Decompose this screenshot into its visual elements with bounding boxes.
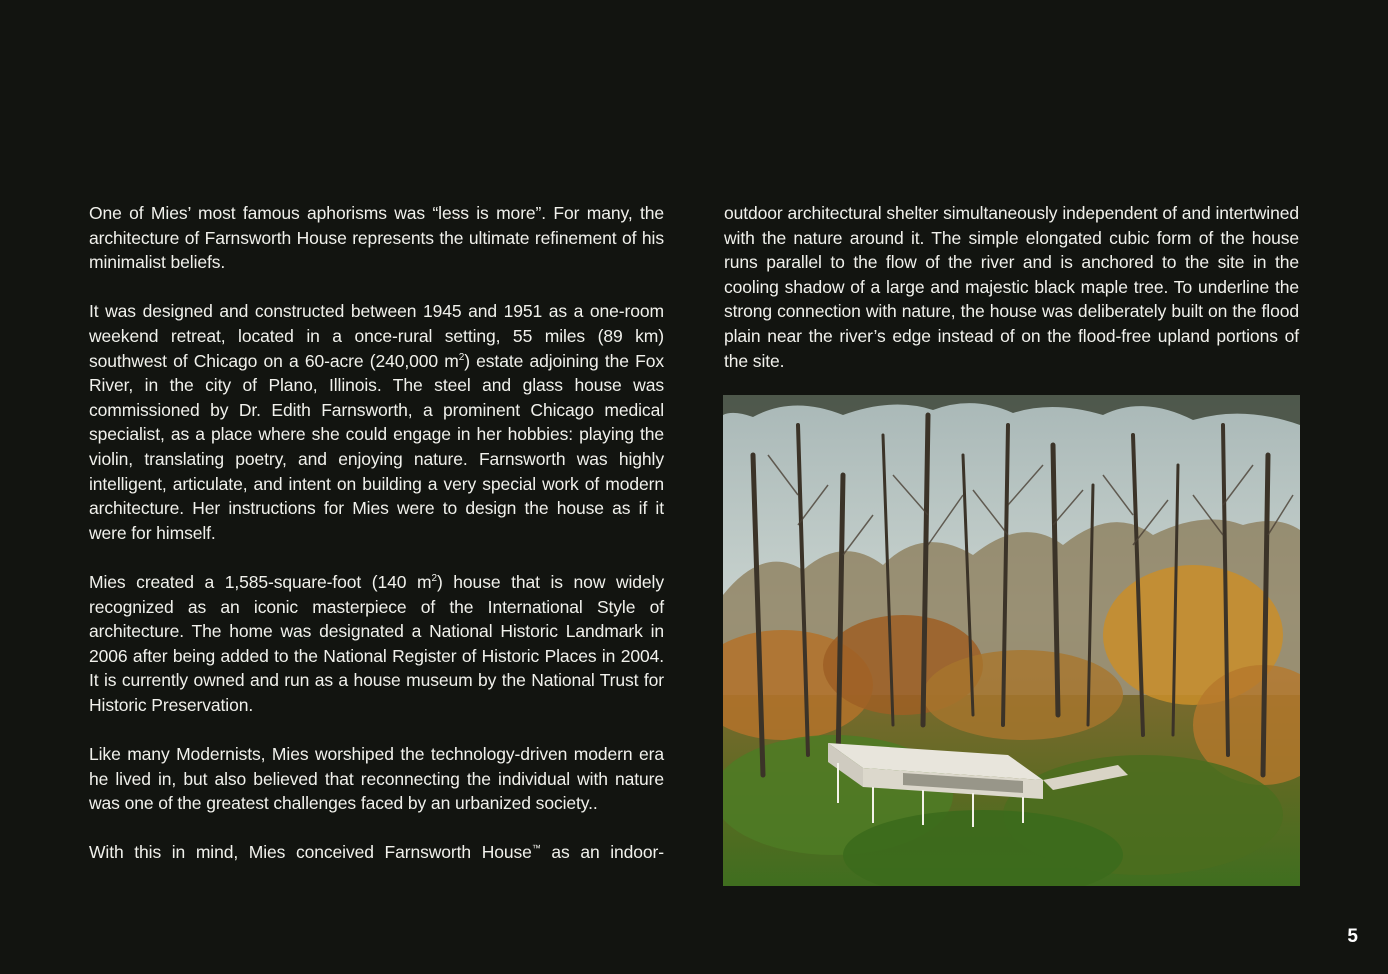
paragraph-shelter: outdoor architectural shelter simultaneously independent of and intertwined with the nature around it. The simple elongated cubic form of the house runs parallel to the flow of the river and is anchored to the site in the cooling shadow of a large and majestic black maple tree. To underline the strong connection with nature, the house was deliberately built on the flood plain near the river’s edge instead of on the flood-free upland portions of the site. (724, 203, 1299, 371)
page-number: 5 (1347, 926, 1358, 947)
paragraph-history: It was designed and constructed between 1945 and 1951 as a one-room weekend retreat, located in a once-rural setting, 55 miles (89 km) southwest of Chicago on a 60-acre (240,000 $m^2$) estate adjoining the Fox River, in the city of Plano, Illinois. The steel and glass house was commissioned by Dr. Edith Farnsworth, a prominent Chicago medical specialist, as a place where she could engage in her hobbies: playing the violin, translating poetry, and enjoying nature. Farnsworth was highly intelligent, articulate, and intent on building a very special work of modern architecture. Her instructions for Mies were to design the house as if it were for himself. (89, 301, 664, 543)
left-text-column (89, 201, 664, 865)
paragraph-aphorism: One of Mies’ most famous aphorisms was “less is more”. For many, the architecture of Farnsworth House represents the ultimate refinement of his minimalist beliefs. (89, 203, 664, 273)
paragraph-indoor-outdoor: With this in mind, Mies conceived Farnsworth House™ as an indoor- (89, 842, 665, 863)
paragraph-landmark: Mies created a 1,585-square-foot (140 $m^2$) house that is now widely recognized as an iconic masterpiece of the International Style of architecture. The home was designated a National Historic Landmark in 2006 after being added to the National Register of Historic Places in 2004. It is currently owned and run as a house museum by the National Trust for Historic Preservation. (89, 571, 664, 715)
paragraph-modernists: Like many Modernists, Mies worshiped the technology-driven modern era he lived in, but also believed that reconnecting the individual with nature was one of the greatest challenges faced by an urbanized society.. (89, 744, 664, 814)
right-text-column (724, 201, 1299, 398)
farnsworth-house-photo (723, 395, 1300, 886)
